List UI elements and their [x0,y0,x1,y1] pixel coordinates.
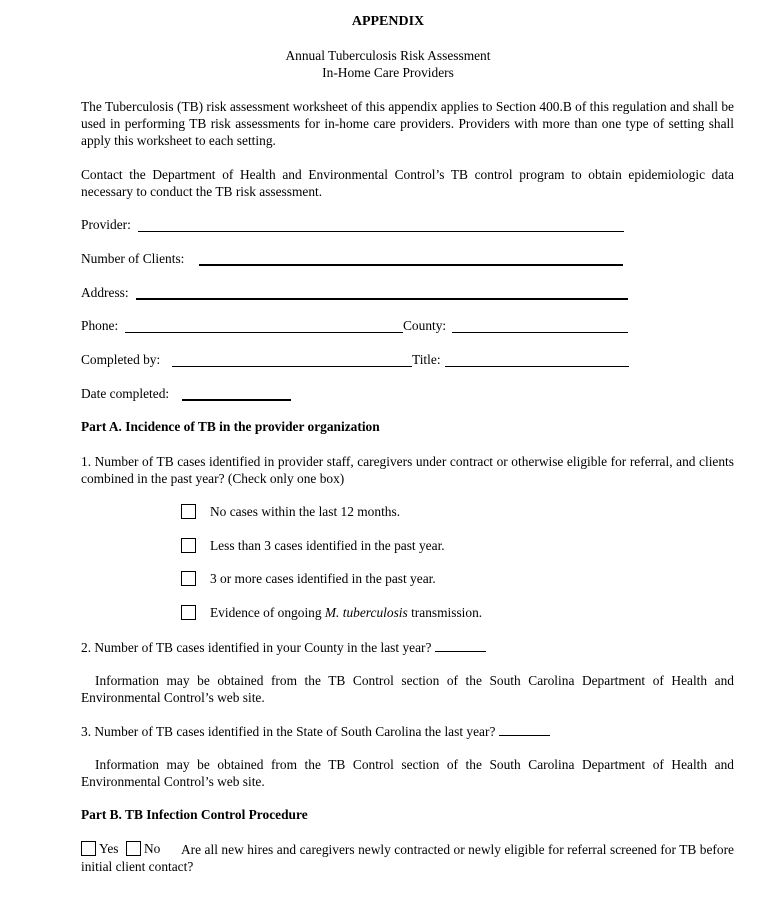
completed-by-label: Completed by: [81,352,161,367]
contact-paragraph: Contact the Department of Health and Environmental Control’s TB control program to obtain epidemiologic data necessary to conduct the TB risk assessment. [81,167,734,199]
checkbox-no-cases[interactable] [181,504,196,519]
title-label: Title: [412,352,441,367]
date-completed-field[interactable] [182,399,291,401]
option-no-cases: No cases within the last 12 months. [210,504,401,519]
checkbox-3-or-more[interactable] [181,571,196,586]
completed-by-field[interactable] [172,366,412,367]
option-3-or-more: 3 or more cases identified in the past year. [210,571,436,586]
title-field[interactable] [445,366,629,367]
checkbox-less-than-3[interactable] [181,538,196,553]
phone-label: Phone: [81,318,119,333]
county-cases-field[interactable] [435,639,486,652]
option-less-than-3: Less than 3 cases identified in the past year. [210,538,445,553]
address-field[interactable] [136,298,628,300]
question-1: 1. Number of TB cases identified in provider staff, caregivers under contract or otherwise eligible for referral, and clients combined in the past year? (Check only one box) [81,454,734,486]
question-3: 3. Number of TB cases identified in the State of South Carolina the last year? [81,723,550,740]
county-label: County: [403,318,447,333]
info-note-county: Information may be obtained from the TB Control section of the South Carolina Department of Health and Environmental Control’s web site. [81,673,734,705]
document-subtitle-2: In-Home Care Providers [322,65,454,80]
county-field[interactable] [452,332,628,333]
date-completed-label: Date completed: [81,386,170,401]
question-2: 2. Number of TB cases identified in your County in the last year? [81,639,486,656]
clients-field[interactable] [199,264,623,266]
phone-field[interactable] [125,332,403,333]
document-subtitle: Annual Tuberculosis Risk Assessment [285,48,491,63]
yes-label: Yes [99,841,119,856]
provider-field[interactable] [138,231,624,232]
page-title: APPENDIX [351,14,425,29]
intro-paragraph: The Tuberculosis (TB) risk assessment worksheet of this appendix applies to Section 400.B of this regulation and shall be used in performing TB risk assessments for in-home care providers. Providers with more than one type of setting shall apply this worksheet to each setting. [81,99,734,148]
address-label: Address: [81,285,129,300]
state-cases-field[interactable] [499,723,550,736]
checkbox-ongoing-transmission[interactable] [181,605,196,620]
part-a-heading: Part A. Incidence of TB in the provider organization [81,419,380,434]
no-label: No [144,841,161,856]
provider-label: Provider: [81,217,131,232]
part-b-question: Are all new hires and caregivers newly contracted or newly eligible for referral screened for TB before initial client contact? [81,842,734,874]
info-note-state: Information may be obtained from the TB Control section of the South Carolina Department of Health and Environmental Control’s web site. [81,757,734,789]
clients-label: Number of Clients: [81,251,185,266]
part-b-heading: Part B. TB Infection Control Procedure [81,807,308,822]
option-ongoing-transmission: Evidence of ongoing M. tuberculosis transmission. [210,605,483,620]
